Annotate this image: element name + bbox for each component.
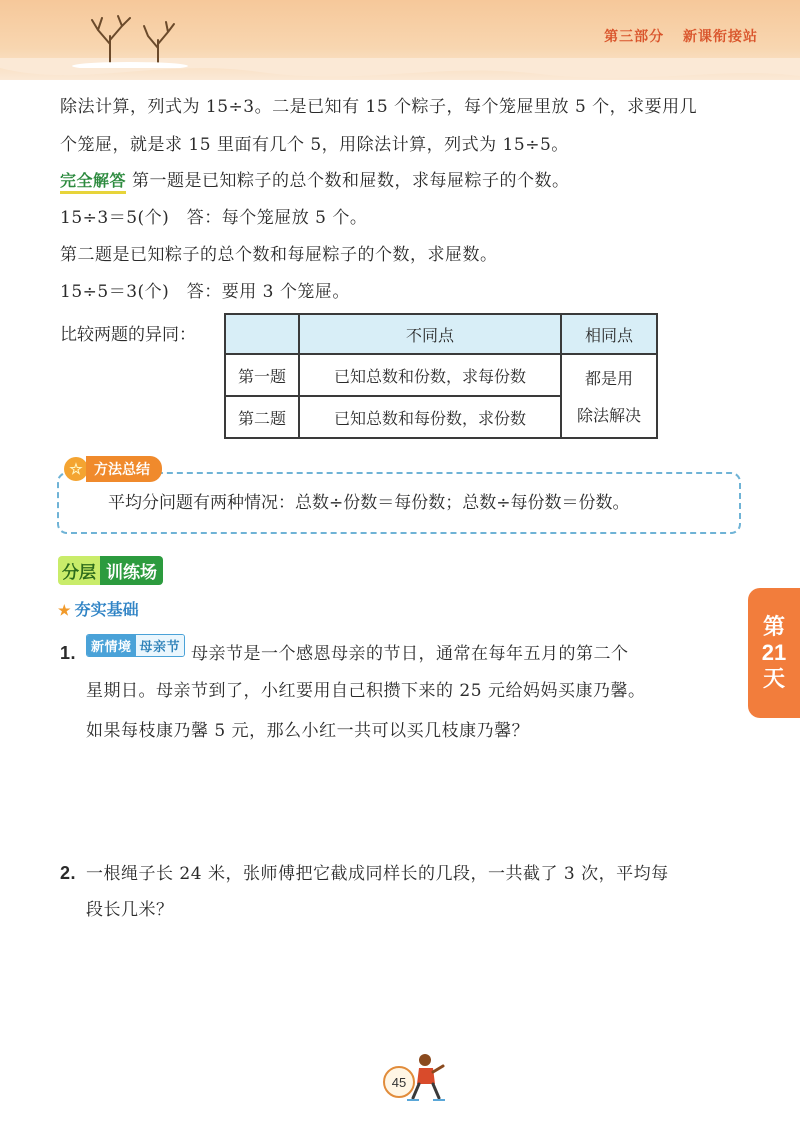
practice-tag-a: 分层 (58, 556, 100, 585)
table-cell: 第一题 (225, 354, 299, 396)
method-tag-label: 方法总结 (86, 456, 162, 482)
day-side-tab (748, 588, 800, 718)
text-line: 15÷5＝3(个) 答：要用 3 个笼屉。 (60, 282, 350, 302)
text-line: 第一题是已知粽子的总个数和屉数，求每屉粽子的个数。 (132, 171, 570, 191)
header-part: 第三部分 (604, 28, 665, 44)
method-tag (64, 457, 162, 481)
practice-section-tag (58, 556, 163, 585)
same-line: 都是用 (584, 369, 633, 388)
header-section: 新课衔接站 (683, 28, 758, 44)
table-header-cell: 相同点 (561, 314, 657, 354)
star-icon: ★ (58, 602, 71, 618)
question-text: 母亲节是一个感恩母亲的节日，通常在每年五月的第二个 (191, 644, 629, 664)
text-line: 除法计算，列式为 15÷3。二是已知有 15 个粽子，每个笼屉里放 5 个，求要用几 (60, 97, 698, 117)
question-text: 星期日。母亲节到了，小红要用自己积攒下来的 25 元给妈妈买康乃馨。 (86, 681, 646, 701)
day-tab-text: 第 (762, 614, 785, 639)
sub-heading-label: 夯实基础 (74, 602, 139, 619)
table-header-row (225, 314, 657, 354)
question-text: 段长几米？ (86, 900, 174, 920)
table-header-cell: 不同点 (299, 314, 561, 354)
table-cell: 已知总数和份数，求每份数 (299, 354, 561, 396)
page-number: 45 (383, 1066, 415, 1098)
compare-label: 比较两题的异同： (60, 325, 196, 345)
same-line: 除法解决 (576, 406, 641, 425)
day-tab-number: 21 (761, 640, 787, 665)
tag-label: 新情境 (87, 635, 136, 656)
compare-table (224, 313, 658, 439)
question-1-line1 (60, 634, 629, 664)
question-text: 一根绳子长 24 米，张师傅把它截成同样长的几段，一共截了 3 次，平均每 (86, 864, 669, 884)
question-number: 2. (60, 863, 77, 883)
answer-line (60, 166, 570, 194)
table-header-cell (225, 314, 299, 354)
question-number: 1. (60, 643, 77, 663)
table-cell: 第二题 (225, 396, 299, 438)
text-line: 个笼屉，就是求 15 里面有几个 5，用除法计算，列式为 15÷5。 (60, 135, 569, 155)
day-tab-text: 天 (762, 666, 785, 691)
answer-tag: 完全解答 (60, 173, 126, 194)
sub-heading (58, 597, 139, 620)
method-text: 平均分问题有两种情况：总数÷份数＝每份数；总数÷每份数＝份数。 (108, 493, 630, 513)
skater-icon (405, 1052, 445, 1106)
practice-tag-b: 训练场 (100, 556, 163, 585)
table-cell: 已知总数和每份数，求份数 (299, 396, 561, 438)
tag-label: 母亲节 (136, 635, 185, 656)
winter-trees-icon (70, 8, 190, 68)
question-text: 如果每枝康乃馨 5 元，那么小红一共可以买几枝康乃馨？ (86, 721, 530, 741)
question-2-line1 (60, 859, 669, 884)
text-line: 第二题是已知粽子的总个数和每屉粽子的个数，求屉数。 (60, 245, 498, 265)
header-section-label (590, 26, 758, 46)
star-icon: ☆ (64, 457, 88, 481)
table-row (225, 354, 657, 396)
new-situation-tag (86, 634, 185, 657)
text-line: 15÷3＝5(个) 答：每个笼屉放 5 个。 (60, 208, 368, 228)
table-cell-same (561, 354, 657, 438)
